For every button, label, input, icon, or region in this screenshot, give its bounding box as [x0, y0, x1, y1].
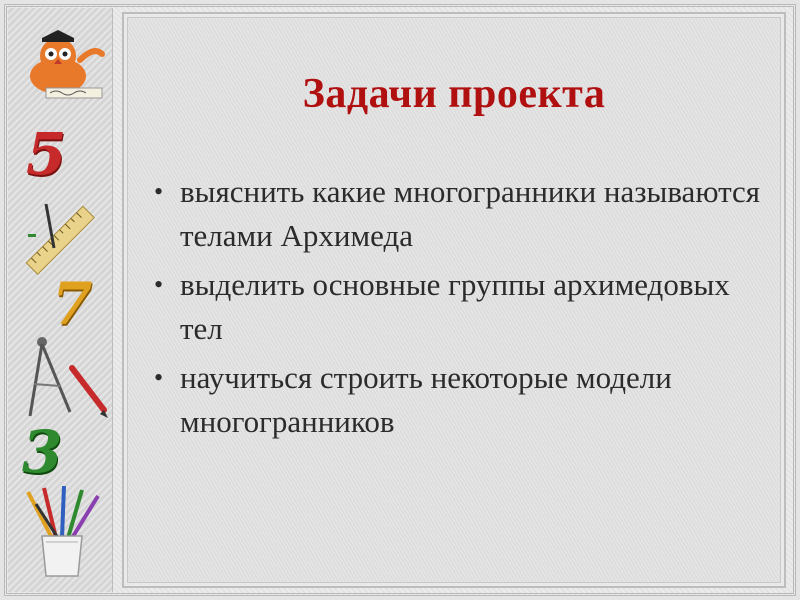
list-item	[150, 263, 760, 351]
list-item	[150, 170, 760, 258]
pencil-cup-icon	[22, 486, 102, 578]
bullet-list	[150, 170, 760, 449]
decorative-strip	[8, 8, 113, 592]
slide-title: Задачи проекта	[302, 71, 606, 117]
digit-seven: 7	[52, 270, 93, 338]
list-item-text: выяснить какие многогранники называются телами Архимеда	[180, 174, 761, 253]
bullet-dot-icon: •	[154, 270, 164, 299]
owl-icon	[18, 30, 106, 100]
bullet-dot-icon: •	[154, 363, 164, 392]
list-item-text: научиться строить некоторые модели многогранников	[180, 360, 672, 439]
bullet-dot-icon: •	[154, 177, 164, 206]
list-item	[150, 356, 760, 444]
list-item-text: выделить основные группы архимедовых тел	[180, 267, 730, 346]
digit-three: 3	[22, 418, 63, 486]
digit-five: 5	[26, 120, 67, 188]
compass-icon	[20, 334, 110, 424]
